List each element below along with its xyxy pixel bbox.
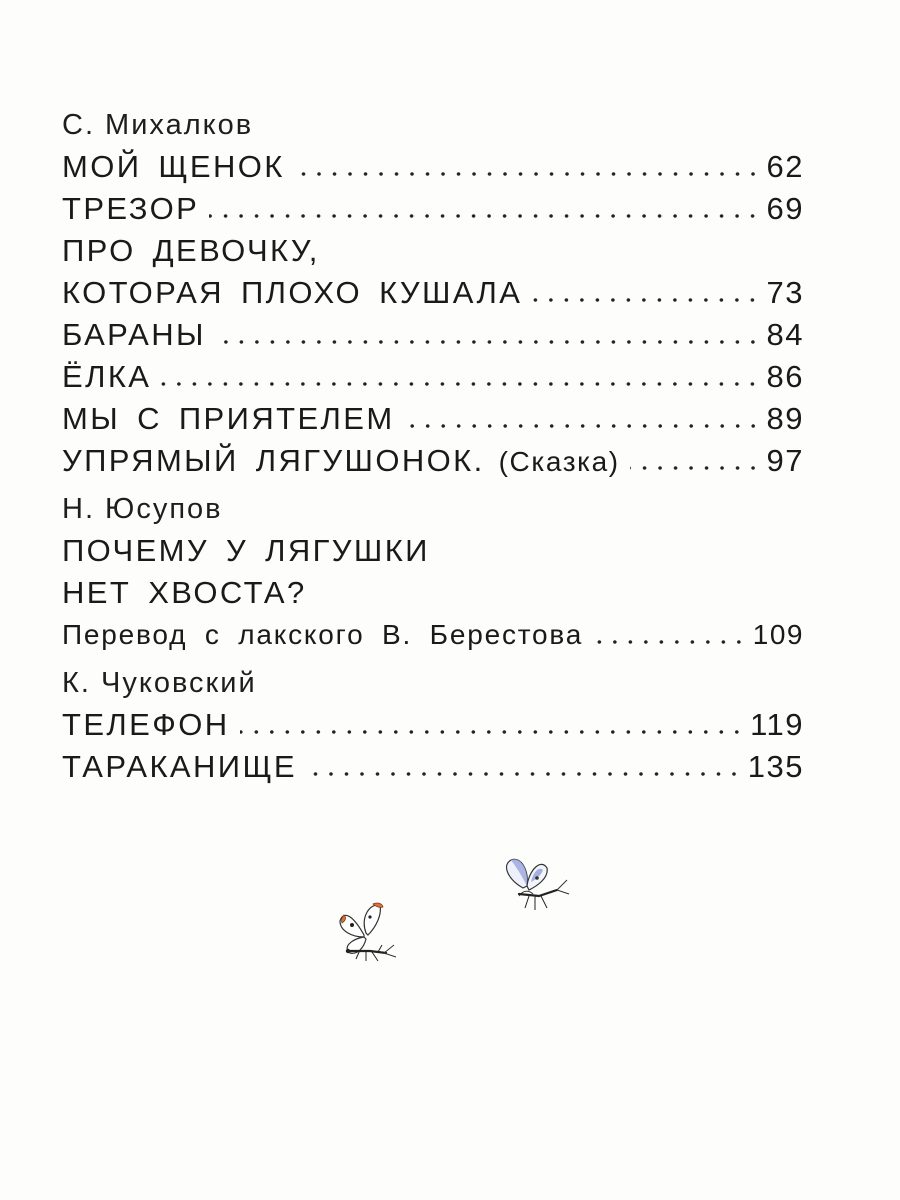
table-of-contents bbox=[62, 104, 804, 788]
author-chukovsky: К. Чуковский bbox=[62, 667, 257, 699]
author-yusupov: Н. Юсупов bbox=[62, 493, 223, 525]
entry-title: ТРЕЗОР bbox=[62, 191, 200, 226]
entry-title-line: ПОЧЕМУ У ЛЯГУШКИ bbox=[62, 533, 430, 568]
page-number: 135 bbox=[747, 749, 804, 784]
toc-entry-pochemu-u-lyagushki[interactable] bbox=[62, 614, 804, 656]
entry-title: БАРАНЫ bbox=[62, 317, 206, 352]
entry-note: (Сказка) bbox=[498, 446, 620, 477]
entry-title: МЫ С ПРИЯТЕЛЕМ bbox=[62, 401, 395, 436]
toc-entry-tarakanishche[interactable] bbox=[62, 746, 804, 788]
toc-entry-barany[interactable] bbox=[62, 314, 804, 356]
entry-title: ТАРАКАНИЩЕ bbox=[62, 749, 298, 784]
toc-entry-trezor[interactable] bbox=[62, 188, 804, 230]
entry-title: МОЙ ЩЕНОК bbox=[62, 149, 285, 184]
page-number: 109 bbox=[752, 619, 804, 650]
dot-leader bbox=[405, 424, 761, 428]
entry-title: ТЕЛЕФОН bbox=[62, 707, 230, 742]
dot-leader bbox=[630, 466, 761, 470]
dot-leader bbox=[307, 772, 742, 776]
page-number: 119 bbox=[750, 707, 804, 742]
entry-title: УПРЯМЫЙ ЛЯГУШОНОК. bbox=[62, 443, 485, 478]
toc-entry-moy-shchenok[interactable] bbox=[62, 146, 804, 188]
toc-entry-pro-devochku[interactable] bbox=[62, 272, 804, 314]
dot-leader bbox=[295, 172, 761, 176]
entry-title: ЁЛКА bbox=[62, 359, 152, 394]
dot-leader bbox=[161, 382, 760, 386]
toc-entry-yolka[interactable] bbox=[62, 356, 804, 398]
page-number: 84 bbox=[766, 317, 804, 352]
entry-title-line: НЕТ ХВОСТА? bbox=[62, 575, 307, 610]
page-number: 97 bbox=[766, 443, 804, 478]
butterfly-blue-icon bbox=[495, 850, 575, 920]
page-number: 86 bbox=[766, 359, 804, 394]
dot-leader bbox=[593, 640, 747, 644]
dot-leader bbox=[532, 298, 760, 302]
dot-leader bbox=[209, 214, 760, 218]
page-number: 73 bbox=[766, 275, 804, 310]
dot-leader bbox=[240, 730, 745, 734]
toc-entry-my-s-priyatelem[interactable] bbox=[62, 398, 804, 440]
page-number: 89 bbox=[766, 401, 804, 436]
toc-entry-telefon[interactable] bbox=[62, 704, 804, 746]
entry-title: КОТОРАЯ ПЛОХО КУШАЛА bbox=[62, 275, 523, 310]
page-number: 69 bbox=[766, 191, 804, 226]
entry-translation: Перевод с лакского В. Берестова bbox=[62, 619, 584, 650]
page-number: 62 bbox=[766, 149, 804, 184]
dot-leader bbox=[216, 340, 761, 344]
toc-entry-upryamyy-lyagushonok[interactable] bbox=[62, 440, 804, 482]
author-mikhalkov: С. Михалков bbox=[62, 109, 254, 141]
entry-title-line: ПРО ДЕВОЧКУ, bbox=[62, 233, 320, 268]
butterfly-orange-icon bbox=[330, 895, 410, 975]
